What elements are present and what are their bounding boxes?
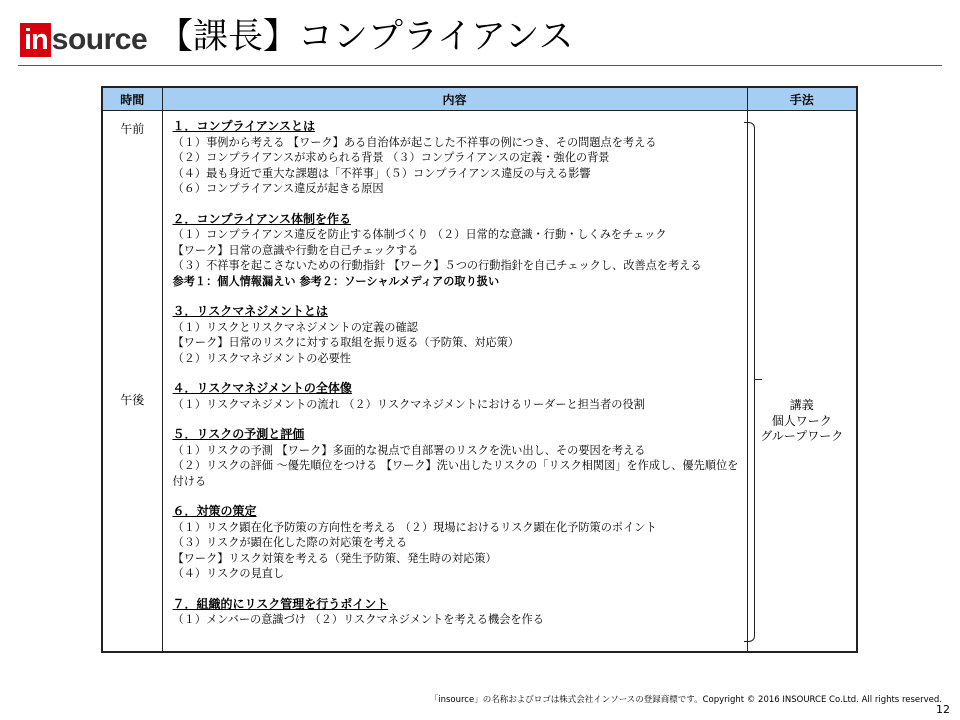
page-title: 【課長】コンプライアンス xyxy=(158,17,574,57)
method-individual-work: 個人ワーク xyxy=(771,413,832,428)
header-content: 内容 xyxy=(162,87,747,111)
header-method: 手法 xyxy=(747,87,857,111)
time-cell xyxy=(102,111,162,653)
logo-in-mark: in xyxy=(20,23,51,57)
list-item: （１）リスクの予測 【ワーク】多面的な視点で自部署のリスクを洗い出し、その要因を考える xyxy=(172,443,646,457)
list-item: （４）最も身近で重大な課題は「不祥事」（５）コンプライアンス違反の与える影響 xyxy=(172,166,591,180)
section-title: ２．コンプライアンス体制を作る xyxy=(172,211,351,226)
list-item: 【ワーク】日常のリスクに対する取組を振り返る（予防策、対応策） xyxy=(172,336,520,349)
content-cell xyxy=(162,111,747,653)
list-item: （１）事例から考える 【ワーク】ある自治体が起こした不祥事の例につき、その問題点を考える xyxy=(172,135,657,149)
time-morning: 午前 xyxy=(120,122,145,136)
list-item: （４）リスクの見直し xyxy=(172,567,285,580)
method-cell xyxy=(747,111,857,653)
header-time: 時間 xyxy=(102,87,162,111)
list-item: （１）リスクマネジメントの流れ （２）リスクマネジメントにおけるリーダーと担当者の役割 xyxy=(172,397,645,411)
header-divider xyxy=(18,65,942,66)
copyright-footer: 「insource」の名称およびロゴは株式会社インソースの登録商標です。Copyright © 2016 INSOURCE Co.Ltd. All rights reserved. xyxy=(429,695,942,705)
list-item: （１）リスク顕在化予防策の方向性を考える （２）現場におけるリスク顕在化予防策のポイント xyxy=(172,520,657,534)
list-item: （１）リスクとリスクマネジメントの定義の確認 xyxy=(172,320,418,334)
section-7 xyxy=(173,597,741,628)
list-item: （２）リスクの評価 ～優先順位をつける 【ワーク】洗い出したリスクの「リスク相関図」を作成し、優先順位を付ける xyxy=(172,459,739,488)
method-list xyxy=(748,398,857,445)
method-group-work: グループワーク xyxy=(760,429,844,443)
list-item: （３）不祥事を起こさないための行動指針 【ワーク】５つの行動指針を自己チェックし、改善点を考える xyxy=(172,259,702,272)
section-4 xyxy=(173,381,741,412)
section-3 xyxy=(173,304,741,366)
section-title: ６．対策の策定 xyxy=(172,504,257,518)
section-2 xyxy=(173,212,741,290)
list-item: （１）メンバーの意識づけ （２）リスクマネジメントを考える機会を作る xyxy=(172,613,544,626)
section-title: ３．リスクマネジメントとは xyxy=(172,304,328,318)
list-item: （１）コンプライアンス違反を防止する体制づくり （２）日常的な意識・行動・しくみをチェック xyxy=(172,228,667,241)
page-number: 12 xyxy=(936,703,950,716)
brace-tip xyxy=(754,379,762,380)
section-title: １．コンプライアンスとは xyxy=(172,119,315,133)
list-item: （２）リスクマネジメントの必要性 xyxy=(172,351,351,365)
time-afternoon: 午後 xyxy=(120,393,145,407)
right-brace-icon xyxy=(744,122,755,642)
section-title: ５．リスクの予測と評価 xyxy=(172,427,305,441)
section-title: ７．組織的にリスク管理を行うポイント xyxy=(172,596,389,611)
section-6 xyxy=(173,504,741,582)
list-item: （６）コンプライアンス違反が起きる原因 xyxy=(172,182,384,195)
list-item: （３）リスクが顕在化した際の対応策を考える xyxy=(172,536,408,549)
section-5 xyxy=(173,427,741,489)
section-1 xyxy=(173,119,741,197)
list-item: 【ワーク】リスク対策を考える（発生予防策、発生時の対応策） xyxy=(172,551,497,565)
reference-note: 参考１：個人情報漏えい 参考２：ソーシャルメディアの取り扱い xyxy=(172,274,500,288)
list-item: 【ワーク】日常の意識や行動を自己チェックする xyxy=(172,243,419,257)
logo-source-text: source xyxy=(51,23,148,56)
table-body-row xyxy=(102,111,857,653)
table-header-row xyxy=(102,87,857,111)
list-item: （２）コンプライアンスが求められる背景 （３）コンプライアンスの定義・強化の背景 xyxy=(172,151,610,164)
insource-logo xyxy=(20,23,147,57)
section-title: ４．リスクマネジメントの全体像 xyxy=(172,381,352,395)
schedule-table xyxy=(101,86,858,653)
method-lecture: 講義 xyxy=(789,398,814,412)
